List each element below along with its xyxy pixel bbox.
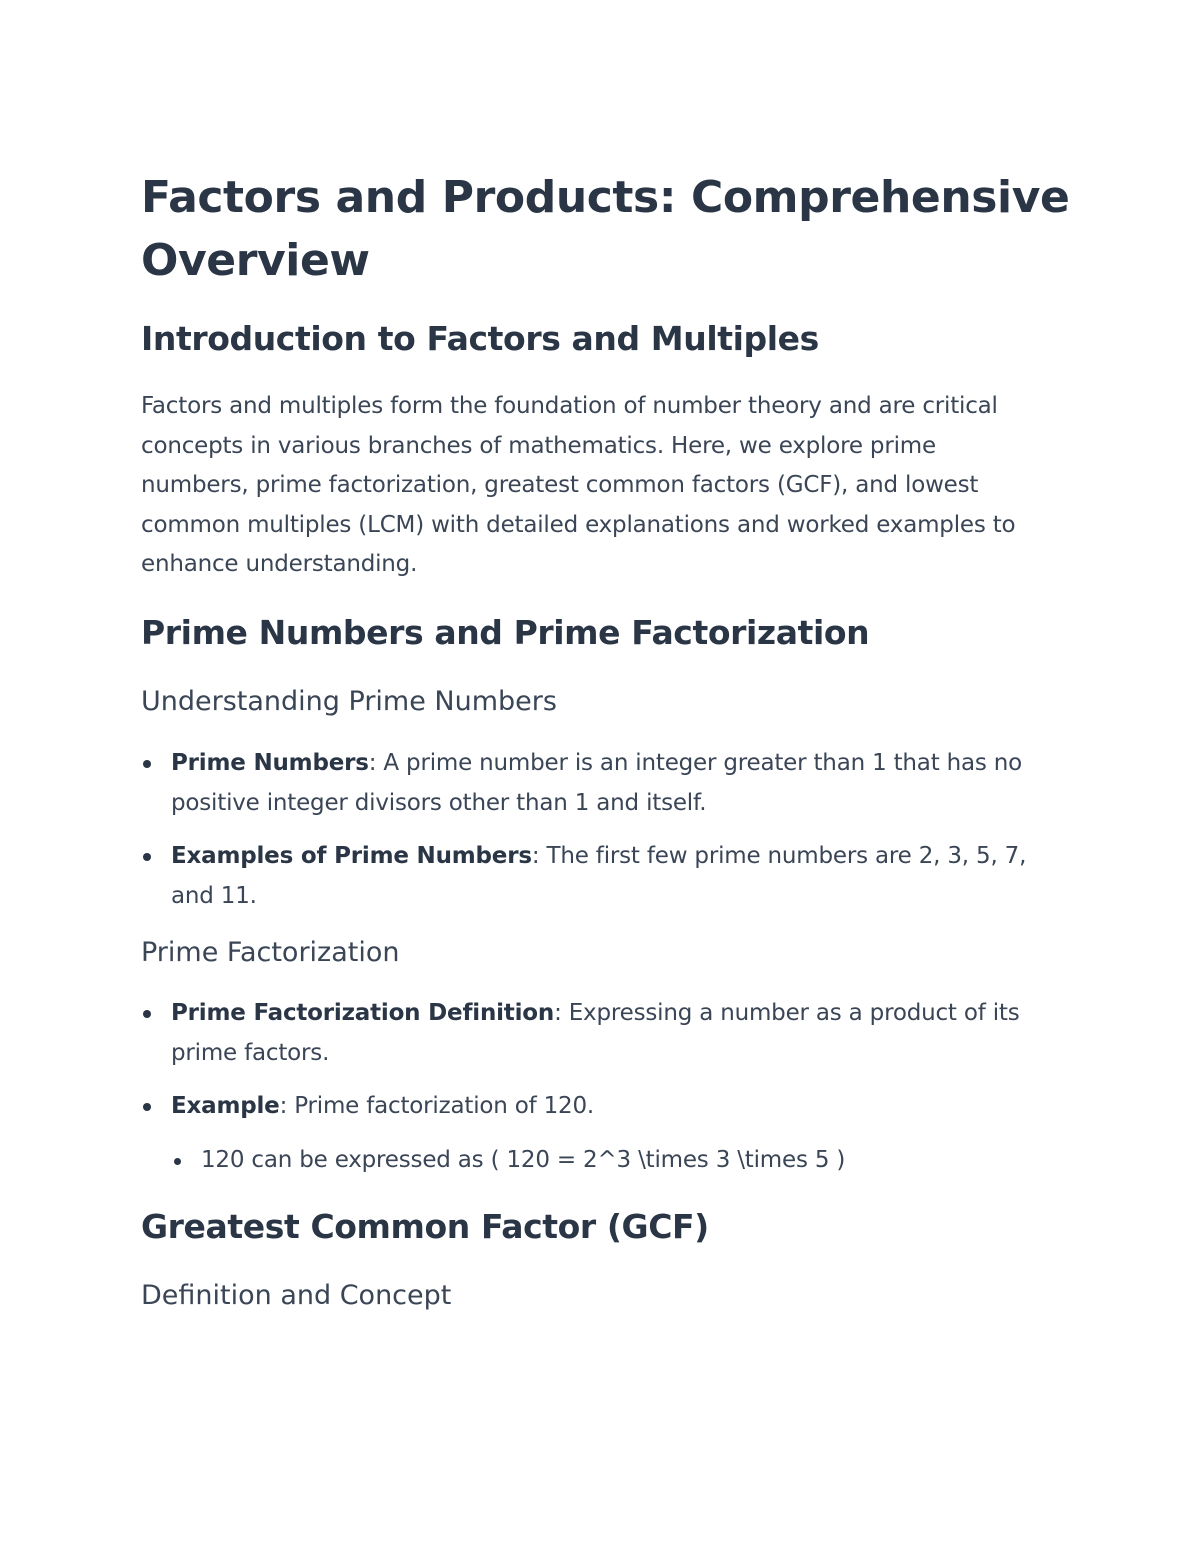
bullet-icon	[143, 1010, 151, 1018]
bullet-icon	[143, 760, 151, 768]
intro-heading: Introduction to Factors and Multiples	[141, 319, 819, 358]
bullet-icon	[174, 1158, 181, 1165]
prime-factorization-list	[141, 994, 1071, 1194]
list-item-term: Examples of Prime Numbers	[171, 843, 532, 869]
prime-factorization-heading: Prime Factorization	[141, 937, 400, 968]
list-item-text: : Expressing a number as a product of its prime factors.	[171, 1000, 1020, 1066]
intro-paragraph: Factors and multiples form the foundation of number theory and are critical concepts in various branches of mathematics. Here, we explore prime numbers, prime factorization, greatest common factors (GCF), and lowest common multiples (LCM) with detailed explanations and worked examples to enhance understanding.	[141, 393, 1016, 577]
sub-list-item	[171, 1141, 1071, 1181]
list-item	[141, 837, 1071, 916]
bullet-icon	[143, 1103, 151, 1111]
understanding-prime-list	[141, 744, 1071, 930]
understanding-prime-heading: Understanding Prime Numbers	[141, 686, 557, 717]
gcf-definition-heading: Definition and Concept	[141, 1280, 452, 1311]
list-item-term: Example	[171, 1093, 280, 1119]
list-item	[141, 994, 1071, 1073]
bullet-icon	[143, 853, 151, 861]
gcf-heading: Greatest Common Factor (GCF)	[141, 1207, 709, 1246]
list-item-text: : Prime factorization of 120.	[279, 1093, 595, 1119]
list-item	[141, 1087, 1071, 1180]
list-item-term: Prime Numbers	[171, 750, 369, 776]
list-item	[141, 744, 1071, 823]
prime-heading: Prime Numbers and Prime Factorization	[141, 613, 870, 652]
sub-list-item-text: 120 can be expressed as ( 120 = 2^3 \times 3 \times 5 )	[201, 1146, 846, 1173]
list-item-term: Prime Factorization Definition	[171, 1000, 555, 1026]
list-item-text: : A prime number is an integer greater than 1 that has no positive integer divisors other than 1 and itself.	[171, 750, 1023, 816]
document-title: Factors and Products: Comprehensive Overview	[141, 172, 1070, 286]
example-sub-list	[171, 1141, 1071, 1181]
list-item-text: : The first few prime numbers are 2, 3, 5, 7, and 11.	[171, 843, 1027, 909]
